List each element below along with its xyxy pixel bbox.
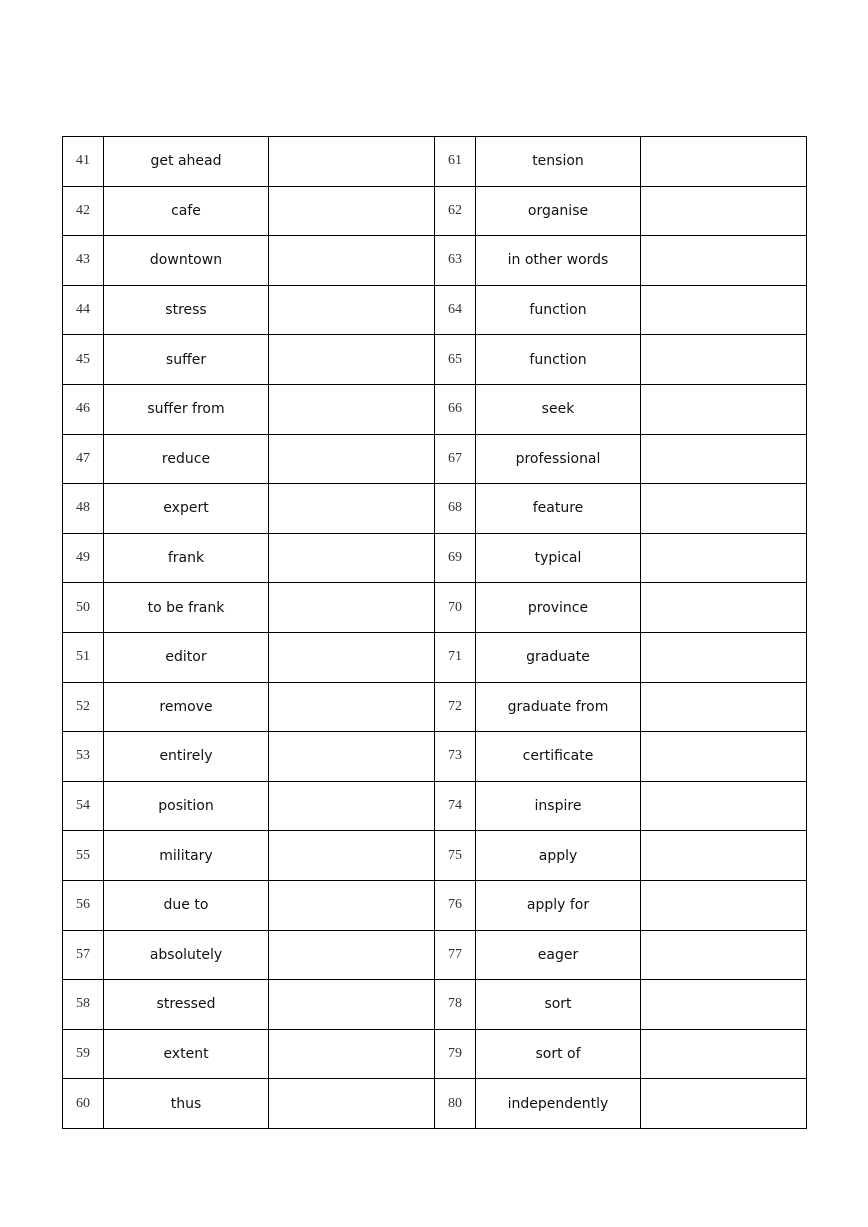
- vocab-word-left: extent: [104, 1029, 269, 1079]
- table-row: [63, 583, 807, 633]
- answer-cell-left[interactable]: [269, 1079, 435, 1129]
- answer-cell-left[interactable]: [269, 434, 435, 484]
- table-row: [63, 732, 807, 782]
- vocab-word-right: graduate from: [476, 682, 641, 732]
- item-number-left: 42: [63, 186, 104, 236]
- item-number-left: 55: [63, 831, 104, 881]
- table-row: [63, 930, 807, 980]
- item-number-left: 54: [63, 781, 104, 831]
- vocab-word-left: entirely: [104, 732, 269, 782]
- table-row: [63, 1079, 807, 1129]
- vocab-word-right: seek: [476, 384, 641, 434]
- vocab-word-right: province: [476, 583, 641, 633]
- vocab-word-right: apply: [476, 831, 641, 881]
- answer-cell-right[interactable]: [641, 682, 807, 732]
- answer-cell-left[interactable]: [269, 880, 435, 930]
- answer-cell-left[interactable]: [269, 781, 435, 831]
- answer-cell-left[interactable]: [269, 285, 435, 335]
- answer-cell-left[interactable]: [269, 930, 435, 980]
- item-number-left: 53: [63, 732, 104, 782]
- item-number-right: 64: [435, 285, 476, 335]
- answer-cell-right[interactable]: [641, 781, 807, 831]
- item-number-left: 60: [63, 1079, 104, 1129]
- item-number-left: 43: [63, 236, 104, 286]
- answer-cell-right[interactable]: [641, 880, 807, 930]
- vocab-word-left: reduce: [104, 434, 269, 484]
- table-row: [63, 236, 807, 286]
- item-number-right: 73: [435, 732, 476, 782]
- vocab-word-left: due to: [104, 880, 269, 930]
- answer-cell-left[interactable]: [269, 632, 435, 682]
- item-number-left: 50: [63, 583, 104, 633]
- answer-cell-right[interactable]: [641, 137, 807, 187]
- item-number-left: 46: [63, 384, 104, 434]
- table-row: [63, 434, 807, 484]
- item-number-right: 62: [435, 186, 476, 236]
- vocab-word-left: cafe: [104, 186, 269, 236]
- item-number-right: 76: [435, 880, 476, 930]
- item-number-right: 74: [435, 781, 476, 831]
- vocab-word-left: to be frank: [104, 583, 269, 633]
- answer-cell-right[interactable]: [641, 186, 807, 236]
- item-number-right: 65: [435, 335, 476, 385]
- answer-cell-left[interactable]: [269, 137, 435, 187]
- table-row: [63, 880, 807, 930]
- answer-cell-left[interactable]: [269, 831, 435, 881]
- vocab-word-right: graduate: [476, 632, 641, 682]
- item-number-right: 75: [435, 831, 476, 881]
- answer-cell-left[interactable]: [269, 335, 435, 385]
- item-number-right: 66: [435, 384, 476, 434]
- vocab-word-right: sort: [476, 980, 641, 1030]
- item-number-left: 41: [63, 137, 104, 187]
- item-number-right: 68: [435, 484, 476, 534]
- answer-cell-right[interactable]: [641, 1079, 807, 1129]
- vocab-word-right: typical: [476, 533, 641, 583]
- vocab-word-right: independently: [476, 1079, 641, 1129]
- answer-cell-right[interactable]: [641, 583, 807, 633]
- item-number-left: 57: [63, 930, 104, 980]
- item-number-right: 72: [435, 682, 476, 732]
- vocab-word-left: suffer: [104, 335, 269, 385]
- vocab-word-right: in other words: [476, 236, 641, 286]
- vocab-word-right: tension: [476, 137, 641, 187]
- answer-cell-right[interactable]: [641, 732, 807, 782]
- item-number-right: 63: [435, 236, 476, 286]
- answer-cell-left[interactable]: [269, 980, 435, 1030]
- vocab-word-right: apply for: [476, 880, 641, 930]
- item-number-left: 58: [63, 980, 104, 1030]
- answer-cell-left[interactable]: [269, 236, 435, 286]
- vocab-word-right: organise: [476, 186, 641, 236]
- table-row: [63, 632, 807, 682]
- answer-cell-left[interactable]: [269, 533, 435, 583]
- item-number-left: 45: [63, 335, 104, 385]
- item-number-left: 52: [63, 682, 104, 732]
- answer-cell-right[interactable]: [641, 236, 807, 286]
- vocab-word-left: remove: [104, 682, 269, 732]
- table-row: [63, 335, 807, 385]
- item-number-left: 51: [63, 632, 104, 682]
- vocab-word-left: stressed: [104, 980, 269, 1030]
- table-row: [63, 1029, 807, 1079]
- answer-cell-right[interactable]: [641, 285, 807, 335]
- answer-cell-left[interactable]: [269, 1029, 435, 1079]
- item-number-right: 67: [435, 434, 476, 484]
- item-number-left: 48: [63, 484, 104, 534]
- vocab-word-left: position: [104, 781, 269, 831]
- table-row: [63, 186, 807, 236]
- table-row: [63, 682, 807, 732]
- vocab-word-left: downtown: [104, 236, 269, 286]
- answer-cell-right[interactable]: [641, 384, 807, 434]
- answer-cell-right[interactable]: [641, 434, 807, 484]
- table-row: [63, 980, 807, 1030]
- vocab-word-left: get ahead: [104, 137, 269, 187]
- vocab-word-left: stress: [104, 285, 269, 335]
- item-number-left: 47: [63, 434, 104, 484]
- vocab-word-right: professional: [476, 434, 641, 484]
- answer-cell-left[interactable]: [269, 384, 435, 434]
- vocab-word-right: feature: [476, 484, 641, 534]
- item-number-left: 49: [63, 533, 104, 583]
- vocab-word-left: editor: [104, 632, 269, 682]
- answer-cell-right[interactable]: [641, 980, 807, 1030]
- item-number-right: 71: [435, 632, 476, 682]
- item-number-right: 78: [435, 980, 476, 1030]
- answer-cell-right[interactable]: [641, 831, 807, 881]
- vocab-word-left: expert: [104, 484, 269, 534]
- item-number-right: 61: [435, 137, 476, 187]
- vocabulary-table-body: [63, 137, 807, 1129]
- answer-cell-right[interactable]: [641, 632, 807, 682]
- item-number-left: 44: [63, 285, 104, 335]
- item-number-right: 69: [435, 533, 476, 583]
- item-number-left: 59: [63, 1029, 104, 1079]
- vocab-word-left: absolutely: [104, 930, 269, 980]
- table-row: [63, 831, 807, 881]
- vocab-word-right: sort of: [476, 1029, 641, 1079]
- vocab-word-left: frank: [104, 533, 269, 583]
- answer-cell-right[interactable]: [641, 1029, 807, 1079]
- table-row: [63, 781, 807, 831]
- answer-cell-left[interactable]: [269, 484, 435, 534]
- table-row: [63, 384, 807, 434]
- table-row: [63, 285, 807, 335]
- vocab-word-left: suffer from: [104, 384, 269, 434]
- vocab-word-left: military: [104, 831, 269, 881]
- answer-cell-right[interactable]: [641, 930, 807, 980]
- answer-cell-left[interactable]: [269, 583, 435, 633]
- vocab-word-right: function: [476, 335, 641, 385]
- item-number-right: 77: [435, 930, 476, 980]
- answer-cell-left[interactable]: [269, 186, 435, 236]
- answer-cell-left[interactable]: [269, 682, 435, 732]
- item-number-right: 70: [435, 583, 476, 633]
- answer-cell-left[interactable]: [269, 732, 435, 782]
- answer-cell-right[interactable]: [641, 335, 807, 385]
- item-number-right: 79: [435, 1029, 476, 1079]
- item-number-left: 56: [63, 880, 104, 930]
- vocab-word-right: function: [476, 285, 641, 335]
- vocabulary-table: [62, 136, 807, 1129]
- table-row: [63, 484, 807, 534]
- vocab-word-right: certificate: [476, 732, 641, 782]
- answer-cell-right[interactable]: [641, 533, 807, 583]
- vocab-word-right: eager: [476, 930, 641, 980]
- vocab-word-left: thus: [104, 1079, 269, 1129]
- vocab-word-right: inspire: [476, 781, 641, 831]
- item-number-right: 80: [435, 1079, 476, 1129]
- table-row: [63, 137, 807, 187]
- table-row: [63, 533, 807, 583]
- answer-cell-right[interactable]: [641, 484, 807, 534]
